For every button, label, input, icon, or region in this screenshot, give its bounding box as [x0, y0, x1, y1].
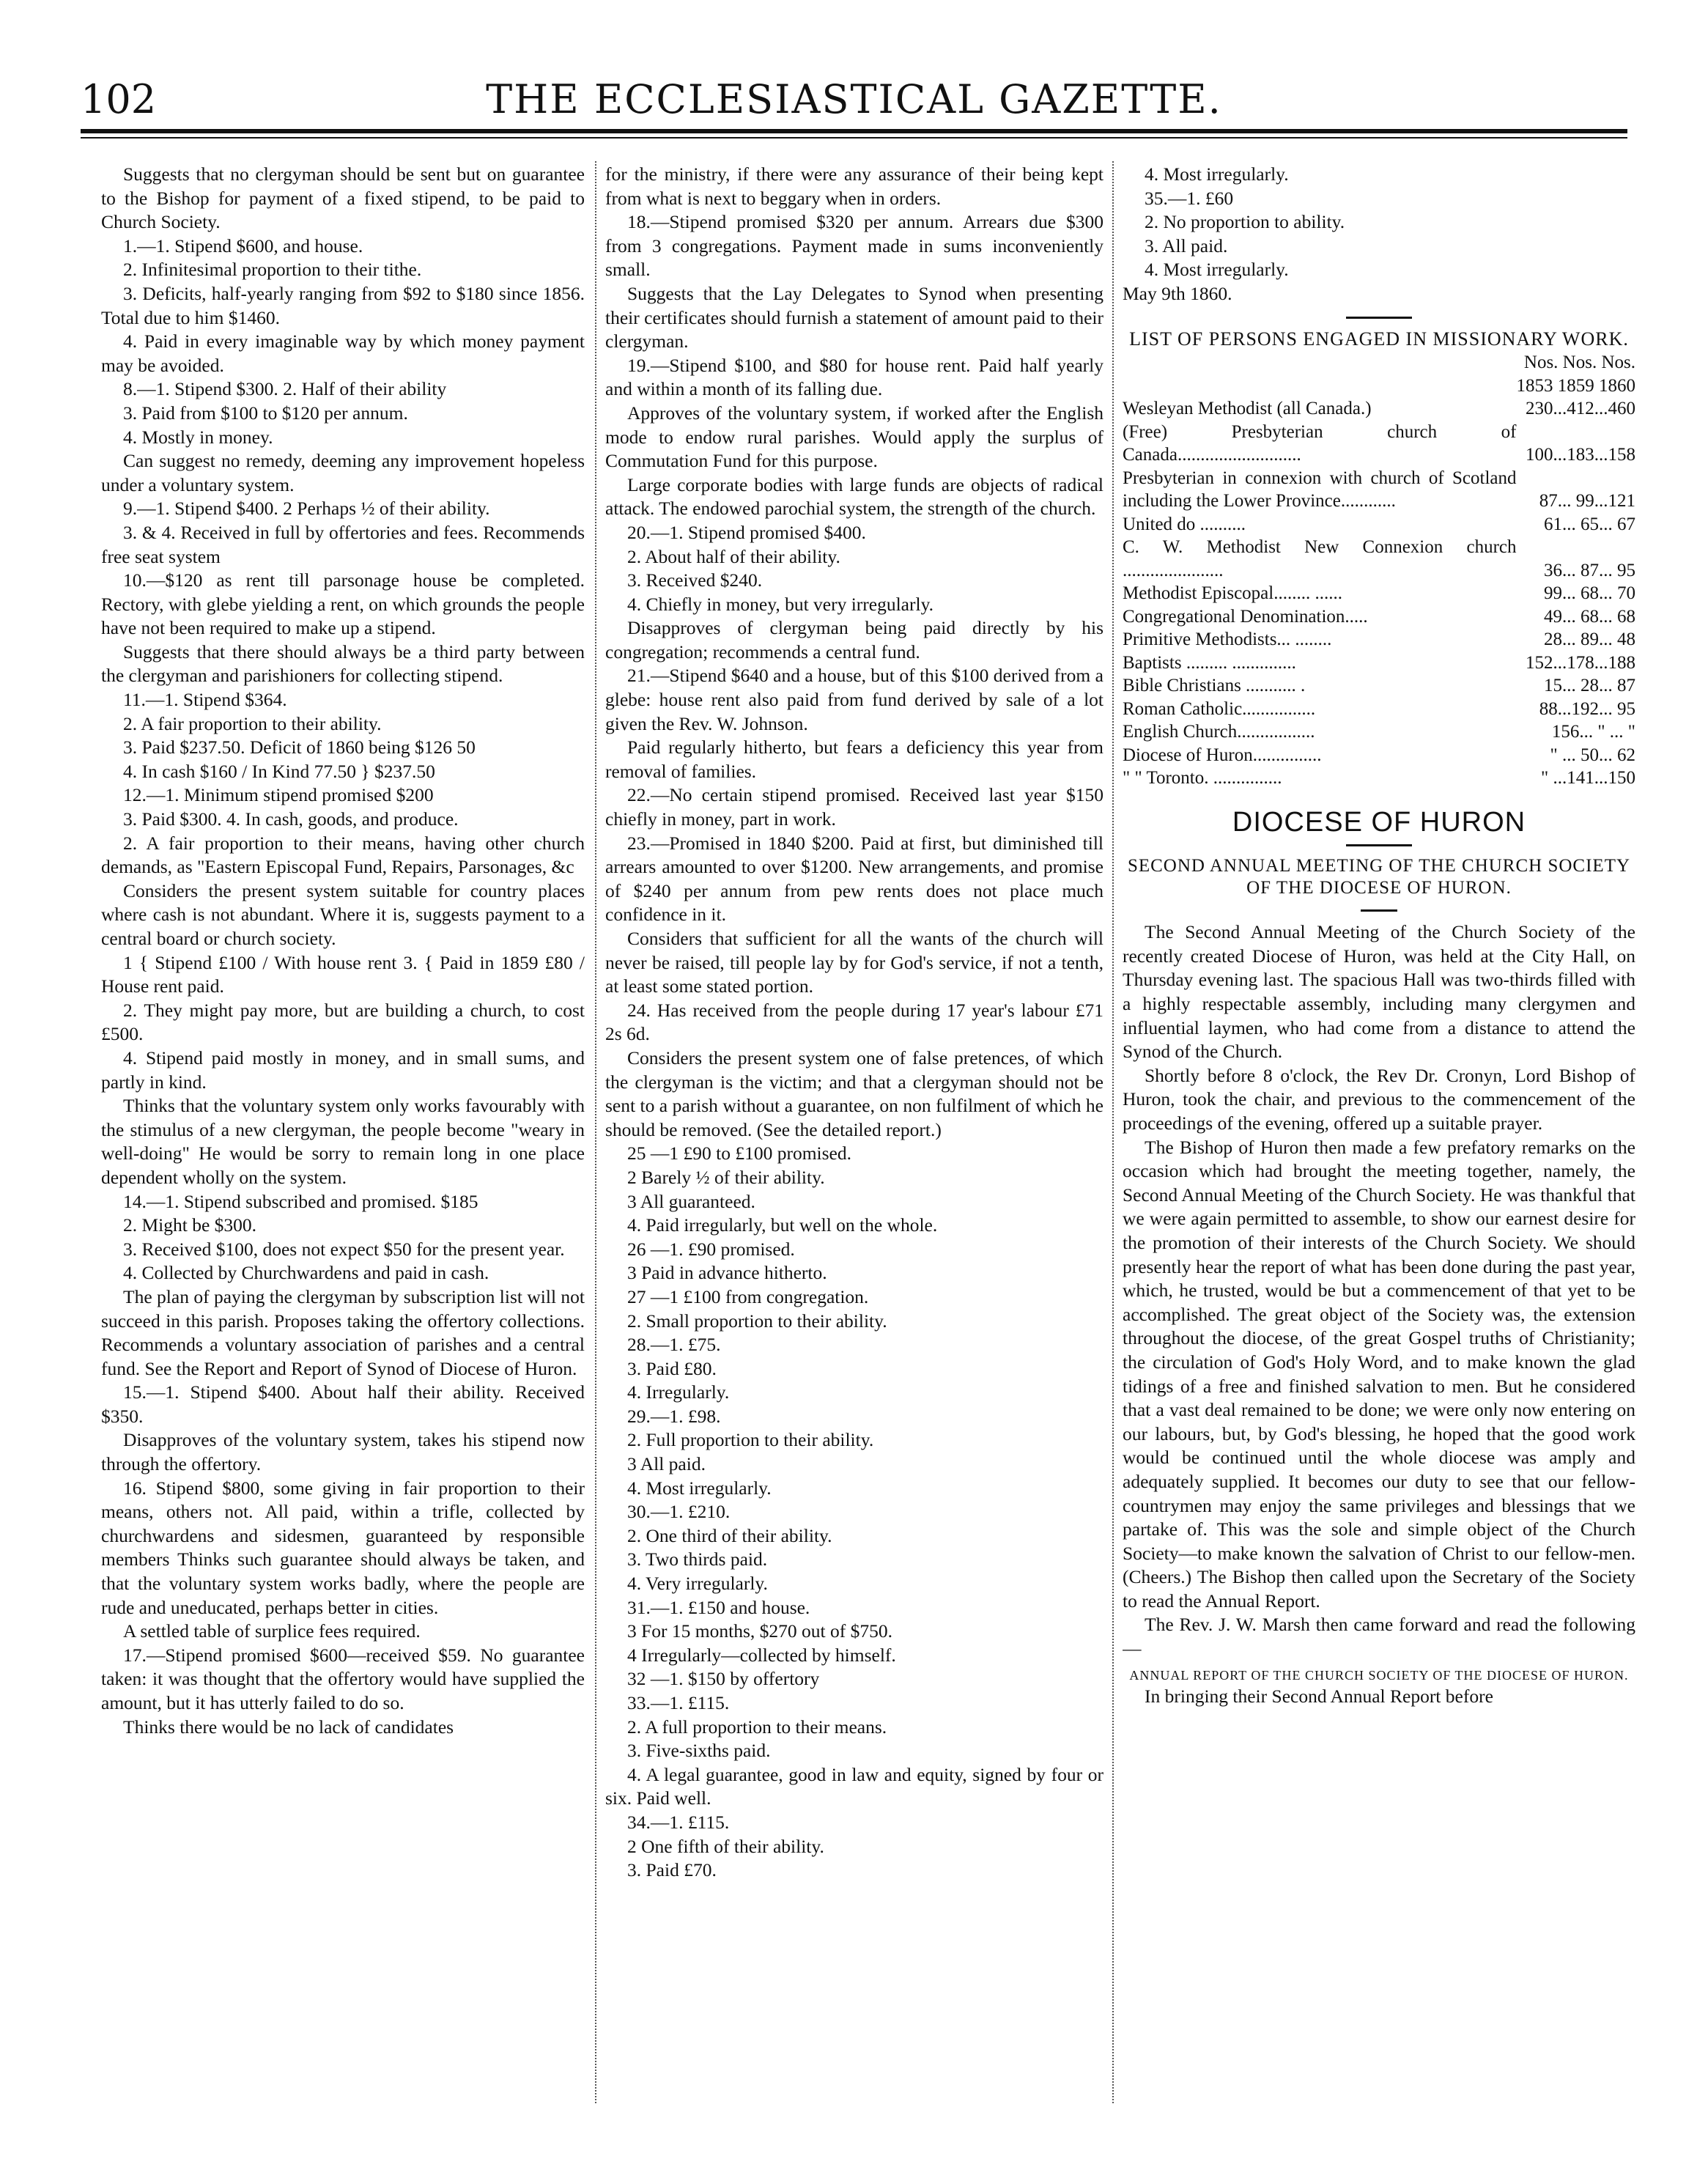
table-header: Nos. Nos. Nos.	[1523, 352, 1635, 373]
paragraph: 4. In cash $160 / In Kind 77.50 } $237.50	[123, 760, 435, 782]
denomination-name: " " Toronto. ...............	[1123, 768, 1282, 789]
paragraph: 3. Received $100, does not expect $50 for the present year.	[123, 1238, 565, 1260]
denomination-name: C. W. Methodist New Connexion church ......................	[1123, 537, 1517, 580]
paragraph: 2. A full proportion to their means.	[627, 1716, 887, 1738]
denomination-values: 88...192... 95	[1539, 698, 1635, 719]
paragraph: In bringing their Second Annual Report before	[1145, 1685, 1493, 1707]
paragraph: 29.—1. £98.	[627, 1405, 721, 1427]
paragraph: 28.—1. £75.	[627, 1334, 721, 1356]
paragraph: 2. About half of their ability.	[627, 545, 840, 567]
paragraph: Shortly before 8 o'clock, the Rev Dr. Cronyn, Lord Bishop of Huron, took the chair, and previous to the commencement of the proceedings of the evening, offered up a suitable prayer.	[1123, 1064, 1635, 1134]
column-2	[605, 163, 1103, 2097]
paragraph: Thinks that the voluntary system only works favourably with the stimulus of a new clergyman, the people become "weary in well-doing" He would be sorry to remain long in one place dependent wholly on the system.	[101, 1095, 585, 1188]
table-row	[1123, 582, 1635, 605]
paragraph: 4. Stipend paid mostly in money, and in small sums, and partly in kind.	[101, 1046, 585, 1093]
paragraph: 4. Most irregularly.	[627, 1477, 772, 1499]
paragraph: Large corporate bodies with large funds are objects of radical attack. The endowed parochial system, the strength of the church.	[605, 473, 1103, 520]
paragraph: Thinks there would be no lack of candidates	[123, 1716, 454, 1738]
paragraph: 2 Barely ½ of their ability.	[627, 1166, 825, 1188]
paragraph: 2 One fifth of their ability.	[627, 1835, 824, 1857]
paragraph: 3. Paid $237.50. Deficit of 1860 being $126 50	[123, 737, 476, 758]
table-row	[1123, 720, 1635, 744]
paragraph: for the ministry, if there were any assurance of their being kept from what is next to beggary when in orders.	[605, 163, 1103, 209]
table-row	[1123, 397, 1635, 421]
denomination-name: Primitive Methodists... ........	[1123, 630, 1332, 650]
paragraph: 2. Infinitesimal proportion to their tithe.	[123, 259, 422, 281]
paragraph: 2. A fair proportion to their means, having other church demands, as "Eastern Episcopal Fund, Repairs, Parsonages, &c	[101, 832, 585, 878]
denomination-name: Congregational Denomination.....	[1123, 606, 1368, 627]
paragraph: 4. Mostly in money.	[123, 426, 273, 448]
paragraph: Considers the present system one of false pretences, of which the clergyman is the victim; and that a clergyman should not be sent to a parish without a guarantee, on non fulfilment of which he should be removed. (See the detailed report.)	[605, 1046, 1103, 1140]
header-rule-thick	[81, 129, 1627, 133]
diocese-heading: DIOCESE OF HURON	[1232, 806, 1526, 838]
mission-table	[1123, 351, 1635, 790]
denomination-name: Baptists ......... ..............	[1123, 652, 1296, 673]
table-row	[1123, 605, 1635, 629]
paragraph: 2. Might be $300.	[123, 1214, 257, 1236]
denomination-values: 61... 65... 67	[1544, 514, 1635, 534]
paragraph: 4 Irregularly—collected by himself.	[627, 1644, 896, 1666]
denomination-name: Wesleyan Methodist (all Canada.)	[1123, 399, 1372, 419]
paragraph: 25 —1 £90 to £100 promised.	[627, 1142, 851, 1164]
mission-list-title: LIST OF PERSONS ENGAGED IN MISSIONARY WORK.	[1129, 328, 1629, 350]
paragraph: 4. Very irregularly.	[627, 1573, 768, 1595]
paragraph: 4. Chiefly in money, but very irregularly.	[627, 593, 934, 615]
paragraph: 30.—1. £210.	[627, 1501, 731, 1523]
paragraph: 4. Most irregularly.	[1145, 259, 1289, 281]
paragraph: 33.—1. £115.	[627, 1692, 730, 1713]
paragraph: 20.—1. Stipend promised $400.	[627, 521, 866, 543]
paragraph: 23.—Promised in 1840 $200. Paid at first, but diminished till arrears amounted to over $1200. New arrangements, and promise of $240 per annum from pew rents does not place much confidence in it.	[605, 832, 1103, 926]
section-rule	[1346, 317, 1412, 319]
paragraph: 16. Stipend $800, some giving in fair proportion to their means, others not. All paid, within a trifle, collected by churchwardens and sidesmen, guaranteed by responsible members Thinks such guarantee should always be taken, and that the voluntary system works badly, where the people are rude and uneducated, perhaps better in cities.	[101, 1477, 585, 1618]
dateline: May 9th 1860.	[1123, 282, 1232, 304]
denomination-name: Methodist Episcopal........ ......	[1123, 583, 1342, 604]
paragraph: 22.—No certain stipend promised. Received last year $150 chiefly in money, part in work.	[605, 784, 1103, 830]
section-rule	[1346, 844, 1412, 846]
table-header-row	[1123, 374, 1635, 398]
paragraph: 2. A fair proportion to their ability.	[123, 712, 382, 734]
table-row	[1123, 767, 1635, 790]
paragraph: Suggests that there should always be a third party between the clergyman and parishioners for collecting stipend.	[101, 640, 585, 687]
denomination-values: " ...141...150	[1541, 768, 1635, 789]
paragraph: 18.—Stipend promised $320 per annum. Arrears due $300 from 3 congregations. Payment made in sums inconveniently small.	[605, 211, 1103, 281]
column-separator-1	[595, 161, 596, 2103]
paragraph: 3. Paid from $100 to $120 per annum.	[123, 402, 408, 424]
paragraph: 3. Five-sixths paid.	[627, 1740, 771, 1762]
section-rule	[1361, 909, 1397, 912]
paragraph: 21.—Stipend $640 and a house, but of this $100 derived from a glebe: house rent also paid from fund derived by sale of a lot given the Rev. W. Johnson.	[605, 665, 1103, 734]
paragraph: 3 For 15 months, $270 out of $750.	[627, 1620, 892, 1642]
paragraph: Disapproves of clergyman being paid directly by his congregation; recommends a central fund.	[605, 617, 1103, 662]
paragraph: 34.—1. £115.	[627, 1811, 730, 1833]
table-header: 1853 1859 1860	[1516, 375, 1635, 396]
paragraph: 35.—1. £60	[1145, 187, 1234, 209]
paragraph: 17.—Stipend promised $600—received $59. No guarantee taken: it was thought that the offertory would have supplied the amount, but it has utterly failed to do so.	[101, 1644, 585, 1713]
paragraph: 31.—1. £150 and house.	[627, 1596, 810, 1618]
paragraph: 4. A legal guarantee, good in law and equity, signed by four or six. Paid well.	[605, 1763, 1103, 1809]
denomination-name: Roman Catholic................	[1123, 698, 1316, 719]
paragraph: 15.—1. Stipend $400. About half their ability. Received $350.	[101, 1381, 585, 1427]
paragraph: 32 —1. $150 by offertory	[627, 1668, 820, 1690]
paragraph: 2. Small proportion to their ability.	[627, 1310, 887, 1332]
paragraph: 4. Paid irregularly, but well on the whole.	[627, 1214, 938, 1236]
paragraph: 1 { Stipend £100 / With house rent 3. { Paid in 1859 £80 / House rent paid.	[101, 951, 585, 997]
paragraph: 2. They might pay more, but are building a church, to cost £500.	[101, 999, 585, 1045]
table-row	[1123, 536, 1635, 582]
paragraph: 19.—Stipend $100, and $80 for house rent. Paid half yearly and within a month of its falling due.	[605, 354, 1103, 400]
meeting-title: SECOND ANNUAL MEETING OF THE CHURCH SOCIETY OF THE DIOCESE OF HURON.	[1127, 856, 1631, 898]
paragraph: 10.—$120 as rent till parsonage house be completed. Rectory, with glebe yielding a rent, on which grounds the people have not been required to make up a stipend.	[101, 569, 585, 639]
paragraph: 2. Full proportion to their ability.	[627, 1429, 874, 1451]
paragraph: 3. Two thirds paid.	[627, 1548, 768, 1570]
paragraph: The Bishop of Huron then made a few prefatory remarks on the occasion which had brought the meeting together, namely, the Second Annual Meeting of the Church Society. He was thankful that we were again permitted to assemble, to show our earnest desire for the promotion of their interests of the Church Society. We should presently hear the report of what has been done during the past year, which, he trusted, would be but a commencement of that yet to be accomplished. The great object of the Society was, the extension throughout the diocese, of the great Gospel truths of Christianity; the circulation of God's Holy Word, and to make known the glad tidings of a free and finished salvation to men. But he considered that a vast deal remained to be done; we were only now entering on our labours, but, by God's blessing, he hoped that the good work would be continued until the whole diocese was amply and adequately supplied. It becomes our duty to see that our fellow-countrymen may enjoy the same privileges and blessings that we partake of. This was the sole and simple object of the Church Society—to make known the salvation of Christ to our fellow-men. (Cheers.) The Bishop then called upon the Secretary of the Society to read the Annual Report.	[1123, 1136, 1635, 1612]
denomination-values: 15... 28... 87	[1544, 676, 1635, 696]
paragraph: Paid regularly hitherto, but fears a deficiency this year from removal of families.	[605, 737, 1103, 782]
paragraph: 2. One third of their ability.	[627, 1524, 832, 1546]
table-row	[1123, 628, 1635, 651]
paragraph: 4. Irregularly.	[627, 1381, 730, 1403]
paragraph: Disapproves of the voluntary system, takes his stipend now through the offertory.	[101, 1429, 585, 1475]
denomination-values: 156... " ... "	[1551, 722, 1635, 742]
column-3	[1123, 163, 1635, 2097]
paragraph: 3 All guaranteed.	[627, 1190, 755, 1212]
paragraph: The Rev. J. W. Marsh then came forward and read the following—	[1123, 1614, 1635, 1660]
table-row	[1123, 467, 1635, 513]
paragraph: Approves of the voluntary system, if worked after the English mode to endow rural parishes. Would apply the surplus of Commutation Fund for this purpose.	[605, 402, 1103, 472]
paragraph: The plan of paying the clergyman by subscription list will not succeed in this parish. Proposes taking the offertory collections. Recommends a voluntary association of parishes and a central fund. See the Report and Report of Synod of Diocese of Huron.	[101, 1285, 585, 1379]
paragraph: 3. Paid $300. 4. In cash, goods, and produce.	[123, 808, 459, 830]
paragraph: 12.—1. Minimum stipend promised $200	[123, 784, 434, 806]
paragraph: 4. Paid in every imaginable way by which money payment may be avoided.	[101, 331, 585, 376]
table-header-row	[1123, 351, 1635, 374]
table-row	[1123, 421, 1635, 467]
denomination-values: 230...412...460	[1526, 399, 1635, 419]
paragraph: 27 —1 £100 from congregation.	[627, 1285, 869, 1307]
table-row	[1123, 674, 1635, 698]
paragraph: Suggests that the Lay Delegates to Synod when presenting their certificates should furnish a statement of amount paid to their clergyman.	[605, 282, 1103, 352]
paragraph: 3. Paid £70.	[627, 1859, 717, 1881]
paragraph: 3. Deficits, half-yearly ranging from $92 to $180 since 1856. Total due to him $1460.	[101, 282, 585, 328]
paragraph: 3. & 4. Received in full by offertories and fees. Recommends free seat system	[101, 521, 585, 567]
gazette-title: THE ECCLESIASTICAL GAZETTE.	[486, 76, 1222, 122]
denomination-values: 28... 89... 48	[1544, 630, 1635, 650]
paragraph: 24. Has received from the people during 17 year's labour £71 2s 6d.	[605, 999, 1103, 1045]
denomination-values: 100...183...158	[1526, 445, 1635, 465]
table-row	[1123, 651, 1635, 675]
paragraph: 3. Paid £80.	[627, 1357, 717, 1379]
denomination-values: 87... 99...121	[1539, 491, 1635, 512]
paragraph: 14.—1. Stipend subscribed and promised. $185	[123, 1190, 478, 1212]
paragraph: 4. Collected by Churchwardens and paid in cash.	[123, 1262, 489, 1284]
page-number: 102	[81, 76, 157, 122]
paragraph: The Second Annual Meeting of the Church Society of the recently created Diocese of Huron, was held at the City Hall, on Thursday evening last. The spacious Hall was two-thirds filled with a highly respectable assembly, including many clergymen and influential laymen, who had come from a distance to attend the Synod of the Church.	[1123, 921, 1635, 1063]
denomination-name: (Free) Presbyterian church of Canada...........................	[1123, 421, 1517, 465]
denomination-name: United do ..........	[1123, 514, 1246, 534]
denomination-name: English Church.................	[1123, 722, 1315, 742]
column-1	[101, 163, 585, 2097]
paragraph: 4. Most irregularly.	[1145, 163, 1289, 185]
table-row	[1123, 744, 1635, 767]
denomination-values: " ... 50... 62	[1550, 745, 1635, 765]
paragraph: A settled table of surplice fees required.	[123, 1620, 421, 1642]
paragraph: Suggests that no clergyman should be sent but on guarantee to the Bishop for payment of a fixed stipend, to be paid to Church Society.	[101, 163, 585, 233]
page-header	[0, 70, 1708, 129]
denomination-name: Presbyterian in connexion with church of Scotland including the Lower Province............	[1123, 468, 1517, 512]
paragraph: 2. No proportion to ability.	[1145, 211, 1345, 233]
paragraph: 9.—1. Stipend $400. 2 Perhaps ½ of their ability.	[123, 498, 490, 520]
table-row	[1123, 698, 1635, 721]
denomination-name: Diocese of Huron...............	[1123, 745, 1322, 765]
paragraph: 3 Paid in advance hitherto.	[627, 1262, 827, 1284]
table-row	[1123, 513, 1635, 536]
denomination-values: 99... 68... 70	[1544, 583, 1635, 604]
paragraph: Considers that sufficient for all the wants of the church will never be raised, till people lay by for God's service, if not a tenth, at least some stated portion.	[605, 928, 1103, 997]
paragraph: 1.—1. Stipend $600, and house.	[123, 235, 363, 256]
paragraph: 3. All paid.	[1145, 235, 1228, 256]
column-separator-2	[1112, 161, 1114, 2103]
paragraph: 11.—1. Stipend $364.	[123, 689, 287, 711]
paragraph: Can suggest no remedy, deeming any improvement hopeless under a voluntary system.	[101, 450, 585, 495]
paragraph: 3. Received $240.	[627, 569, 763, 591]
denomination-values: 152...178...188	[1526, 652, 1635, 673]
paragraph: Considers the present system suitable for country places where cash is not abundant. Where it is, suggests payment to a central board or church society.	[101, 879, 585, 949]
header-rule-thin	[81, 137, 1627, 139]
paragraph: 8.—1. Stipend $300. 2. Half of their ability	[123, 378, 447, 400]
denomination-values: 36... 87... 95	[1544, 560, 1635, 580]
denomination-name: Bible Christians ........... .	[1123, 676, 1306, 696]
denomination-values: 49... 68... 68	[1544, 606, 1635, 627]
report-heading: ANNUAL REPORT OF THE CHURCH SOCIETY OF THE DIOCESE OF HURON.	[1129, 1667, 1629, 1683]
paragraph: 3 All paid.	[627, 1453, 706, 1475]
paragraph: 26 —1. £90 promised.	[627, 1238, 795, 1260]
